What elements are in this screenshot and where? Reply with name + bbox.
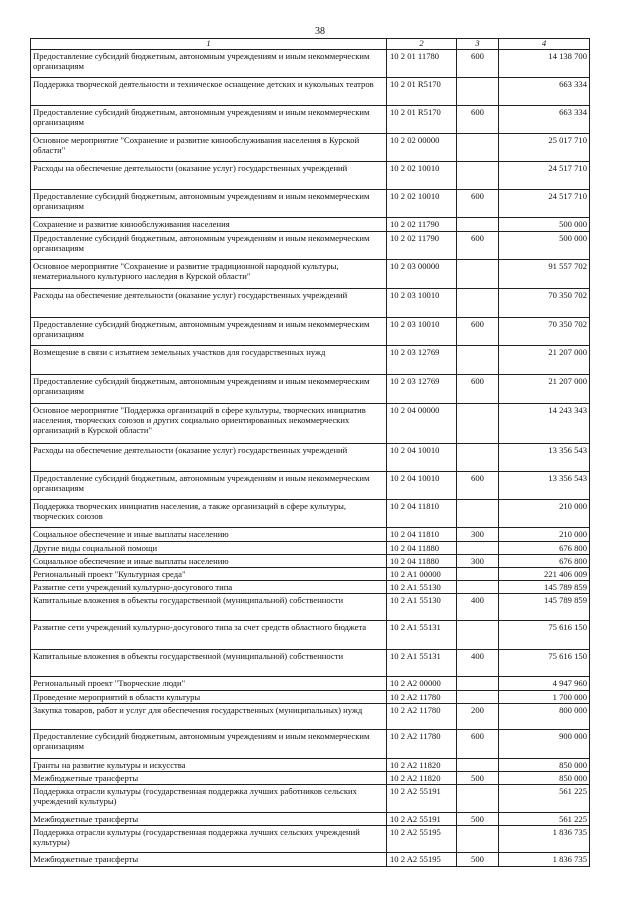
row-name-cell: Основное мероприятие "Сохранение и развитие традиционной народной культуры, нематериального культурного наследия в Курской области": [31, 260, 387, 289]
row-name-cell: Проведение мероприятий в области культуры: [31, 691, 387, 704]
row-expense-type-cell: [457, 162, 499, 190]
row-amount-cell: 145 789 859: [499, 581, 590, 594]
row-amount-cell: 91 557 702: [499, 260, 590, 289]
row-amount-cell: 4 947 960: [499, 677, 590, 691]
table-row: [31, 260, 590, 289]
row-code-cell: 10 2 A1 55131: [387, 650, 457, 677]
row-amount-cell: 13 356 543: [499, 472, 590, 500]
row-expense-type-cell: 500: [457, 813, 499, 826]
row-code-cell: 10 2 03 10010: [387, 318, 457, 346]
row-code-cell: 10 2 A2 11780: [387, 704, 457, 730]
row-name-cell: Капитальные вложения в объекты государственной (муниципальной) собственности: [31, 650, 387, 677]
row-code-cell: 10 2 02 00000: [387, 134, 457, 162]
row-expense-type-cell: 500: [457, 853, 499, 867]
row-amount-cell: 24 517 710: [499, 190, 590, 218]
row-name-cell: Поддержка отрасли культуры (государственная поддержка лучших сельских учреждений культуры): [31, 826, 387, 853]
table-row: [31, 542, 590, 555]
row-expense-type-cell: 400: [457, 650, 499, 677]
table-row: [31, 106, 590, 134]
row-amount-cell: 676 800: [499, 555, 590, 568]
table-row: [31, 472, 590, 500]
table-row: [31, 568, 590, 581]
row-name-cell: Поддержка творческой деятельности и техническое оснащение детских и кукольных театров: [31, 78, 387, 106]
row-name-cell: Предоставление субсидий бюджетным, автономным учреждениям и иным некоммерческим организациям: [31, 106, 387, 134]
column-header: 4: [499, 39, 590, 50]
table-row: [31, 772, 590, 785]
row-amount-cell: 210 000: [499, 528, 590, 542]
row-code-cell: 10 2 A1 55130: [387, 594, 457, 621]
column-header: 1: [31, 39, 387, 50]
row-expense-type-cell: [457, 346, 499, 375]
row-code-cell: 10 2 04 11810: [387, 528, 457, 542]
column-header: 3: [457, 39, 499, 50]
row-expense-type-cell: [457, 826, 499, 853]
row-expense-type-cell: [457, 500, 499, 528]
row-amount-cell: 800 000: [499, 704, 590, 730]
table-row: [31, 555, 590, 568]
row-code-cell: 10 2 01 R5170: [387, 78, 457, 106]
row-name-cell: Основное мероприятие "Поддержка организаций в сфере культуры, творческих инициатив населения, творческих союзов и других социально ориентированных некоммерческих организаций в Курской области": [31, 404, 387, 444]
row-amount-cell: 14 243 343: [499, 404, 590, 444]
row-name-cell: Предоставление субсидий бюджетным, автономным учреждениям и иным некоммерческим организациям: [31, 472, 387, 500]
row-amount-cell: 75 616 150: [499, 621, 590, 650]
column-header: 2: [387, 39, 457, 50]
row-code-cell: 10 2 01 R5170: [387, 106, 457, 134]
row-name-cell: Предоставление субсидий бюджетным, автономным учреждениям и иным некоммерческим организациям: [31, 730, 387, 759]
row-name-cell: Возмещение в связи с изъятием земельных участков для государственных нужд: [31, 346, 387, 375]
row-name-cell: Межбюджетные трансферты: [31, 772, 387, 785]
row-expense-type-cell: 600: [457, 730, 499, 759]
row-expense-type-cell: 400: [457, 594, 499, 621]
table-row: [31, 581, 590, 594]
column-header-row: [31, 39, 590, 50]
row-expense-type-cell: [457, 218, 499, 232]
row-expense-type-cell: 200: [457, 704, 499, 730]
row-expense-type-cell: [457, 134, 499, 162]
row-expense-type-cell: 600: [457, 50, 499, 78]
row-amount-cell: 663 334: [499, 106, 590, 134]
table-row: [31, 691, 590, 704]
table-row: [31, 500, 590, 528]
row-name-cell: Поддержка отрасли культуры (государственная поддержка лучших работников сельских учреждений культуры): [31, 785, 387, 813]
row-expense-type-cell: [457, 759, 499, 772]
table-row: [31, 704, 590, 730]
row-code-cell: 10 2 04 11810: [387, 500, 457, 528]
row-code-cell: 10 2 A1 55130: [387, 581, 457, 594]
row-name-cell: Расходы на обеспечение деятельности (оказание услуг) государственных учреждений: [31, 289, 387, 318]
table-row: [31, 78, 590, 106]
table-row: [31, 444, 590, 472]
row-name-cell: Поддержка творческих инициатив населения, а также организаций в сфере культуры, творческих союзов: [31, 500, 387, 528]
row-amount-cell: 13 356 543: [499, 444, 590, 472]
row-code-cell: 10 2 01 11780: [387, 50, 457, 78]
table-row: [31, 190, 590, 218]
row-expense-type-cell: 300: [457, 528, 499, 542]
row-name-cell: Основное мероприятие "Сохранение и развитие кинообслуживания населения в Курской области": [31, 134, 387, 162]
row-expense-type-cell: 600: [457, 318, 499, 346]
table-row: [31, 134, 590, 162]
row-name-cell: Закупка товаров, работ и услуг для обеспечения государственных (муниципальных) нужд: [31, 704, 387, 730]
row-name-cell: Капитальные вложения в объекты государственной (муниципальной) собственности: [31, 594, 387, 621]
table-row: [31, 621, 590, 650]
table-row: [31, 162, 590, 190]
row-code-cell: 10 2 A1 00000: [387, 568, 457, 581]
page-number: 38: [315, 26, 325, 37]
row-amount-cell: 850 000: [499, 772, 590, 785]
table-row: [31, 813, 590, 826]
row-code-cell: 10 2 04 11880: [387, 555, 457, 568]
row-code-cell: 10 2 A2 55191: [387, 813, 457, 826]
row-name-cell: Предоставление субсидий бюджетным, автономным учреждениям и иным некоммерческим организациям: [31, 232, 387, 260]
table-row: [31, 853, 590, 867]
row-amount-cell: 561 225: [499, 813, 590, 826]
row-code-cell: 10 2 04 10010: [387, 472, 457, 500]
row-code-cell: 10 2 A2 00000: [387, 677, 457, 691]
row-code-cell: 10 2 02 11790: [387, 232, 457, 260]
row-expense-type-cell: 600: [457, 106, 499, 134]
row-code-cell: 10 2 02 10010: [387, 162, 457, 190]
row-expense-type-cell: 600: [457, 375, 499, 404]
table-row: [31, 218, 590, 232]
row-expense-type-cell: [457, 78, 499, 106]
row-amount-cell: 25 017 710: [499, 134, 590, 162]
table-row: [31, 50, 590, 78]
row-name-cell: Социальное обеспечение и иные выплаты населению: [31, 555, 387, 568]
table-row: [31, 594, 590, 621]
row-name-cell: Предоставление субсидий бюджетным, автономным учреждениям и иным некоммерческим организациям: [31, 190, 387, 218]
row-name-cell: Гранты на развитие культуры и искусства: [31, 759, 387, 772]
row-amount-cell: 21 207 000: [499, 346, 590, 375]
row-expense-type-cell: [457, 581, 499, 594]
table-row: [31, 785, 590, 813]
row-name-cell: Расходы на обеспечение деятельности (оказание услуг) государственных учреждений: [31, 162, 387, 190]
row-name-cell: Другие виды социальной помощи: [31, 542, 387, 555]
row-expense-type-cell: 600: [457, 190, 499, 218]
row-amount-cell: 676 800: [499, 542, 590, 555]
row-amount-cell: 21 207 000: [499, 375, 590, 404]
table-row: [31, 528, 590, 542]
table-row: [31, 289, 590, 318]
row-name-cell: Межбюджетные трансферты: [31, 813, 387, 826]
row-name-cell: Предоставление субсидий бюджетным, автономным учреждениям и иным некоммерческим организациям: [31, 318, 387, 346]
row-expense-type-cell: 300: [457, 555, 499, 568]
row-name-cell: Социальное обеспечение и иные выплаты населению: [31, 528, 387, 542]
table-row: [31, 346, 590, 375]
row-amount-cell: 14 138 700: [499, 50, 590, 78]
row-name-cell: Межбюджетные трансферты: [31, 853, 387, 867]
row-expense-type-cell: [457, 542, 499, 555]
row-code-cell: 10 2 02 11790: [387, 218, 457, 232]
row-amount-cell: 210 000: [499, 500, 590, 528]
table-row: [31, 650, 590, 677]
row-name-cell: Развитие сети учреждений культурно-досугового типа за счет средств областного бюджета: [31, 621, 387, 650]
row-code-cell: 10 2 A2 11780: [387, 730, 457, 759]
row-code-cell: 10 2 02 10010: [387, 190, 457, 218]
table-body: [31, 50, 590, 867]
row-expense-type-cell: [457, 444, 499, 472]
row-amount-cell: 500 000: [499, 232, 590, 260]
row-amount-cell: 75 616 150: [499, 650, 590, 677]
row-name-cell: Развитие сети учреждений культурно-досугового типа: [31, 581, 387, 594]
table-row: [31, 730, 590, 759]
table-row: [31, 404, 590, 444]
row-expense-type-cell: [457, 404, 499, 444]
row-amount-cell: 561 225: [499, 785, 590, 813]
row-name-cell: Сохранение и развитие кинообслуживания населения: [31, 218, 387, 232]
row-amount-cell: 70 350 702: [499, 289, 590, 318]
row-code-cell: 10 2 A2 55195: [387, 826, 457, 853]
row-amount-cell: 850 000: [499, 759, 590, 772]
row-amount-cell: 24 517 710: [499, 162, 590, 190]
row-code-cell: 10 2 A2 11780: [387, 691, 457, 704]
row-amount-cell: 1 836 735: [499, 826, 590, 853]
row-code-cell: 10 2 A2 11820: [387, 772, 457, 785]
row-code-cell: 10 2 A2 11820: [387, 759, 457, 772]
row-name-cell: Предоставление субсидий бюджетным, автономным учреждениям и иным некоммерческим организациям: [31, 50, 387, 78]
row-expense-type-cell: [457, 691, 499, 704]
budget-table: [30, 38, 590, 867]
row-code-cell: 10 2 A1 55131: [387, 621, 457, 650]
row-expense-type-cell: [457, 289, 499, 318]
table-row: [31, 375, 590, 404]
row-expense-type-cell: 600: [457, 472, 499, 500]
row-name-cell: Предоставление субсидий бюджетным, автономным учреждениям и иным некоммерческим организациям: [31, 375, 387, 404]
row-name-cell: Региональный проект "Культурная среда": [31, 568, 387, 581]
row-amount-cell: 500 000: [499, 218, 590, 232]
row-amount-cell: 900 000: [499, 730, 590, 759]
table-row: [31, 826, 590, 853]
row-name-cell: Региональный проект "Творческие люди": [31, 677, 387, 691]
row-expense-type-cell: [457, 621, 499, 650]
row-expense-type-cell: [457, 677, 499, 691]
row-code-cell: 10 2 03 10010: [387, 289, 457, 318]
table-row: [31, 232, 590, 260]
row-code-cell: 10 2 03 00000: [387, 260, 457, 289]
row-amount-cell: 663 334: [499, 78, 590, 106]
row-code-cell: 10 2 04 10010: [387, 444, 457, 472]
row-code-cell: 10 2 A2 55191: [387, 785, 457, 813]
row-expense-type-cell: [457, 260, 499, 289]
row-amount-cell: 1 836 735: [499, 853, 590, 867]
row-amount-cell: 70 350 702: [499, 318, 590, 346]
table-row: [31, 318, 590, 346]
row-amount-cell: 1 700 000: [499, 691, 590, 704]
row-code-cell: 10 2 03 12769: [387, 375, 457, 404]
row-code-cell: 10 2 A2 55195: [387, 853, 457, 867]
row-expense-type-cell: 600: [457, 232, 499, 260]
table-row: [31, 759, 590, 772]
row-amount-cell: 145 789 859: [499, 594, 590, 621]
row-name-cell: Расходы на обеспечение деятельности (оказание услуг) государственных учреждений: [31, 444, 387, 472]
row-expense-type-cell: [457, 568, 499, 581]
row-expense-type-cell: [457, 785, 499, 813]
row-code-cell: 10 2 04 00000: [387, 404, 457, 444]
table-row: [31, 677, 590, 691]
row-amount-cell: 221 406 009: [499, 568, 590, 581]
row-expense-type-cell: 500: [457, 772, 499, 785]
row-code-cell: 10 2 04 11880: [387, 542, 457, 555]
row-code-cell: 10 2 03 12769: [387, 346, 457, 375]
